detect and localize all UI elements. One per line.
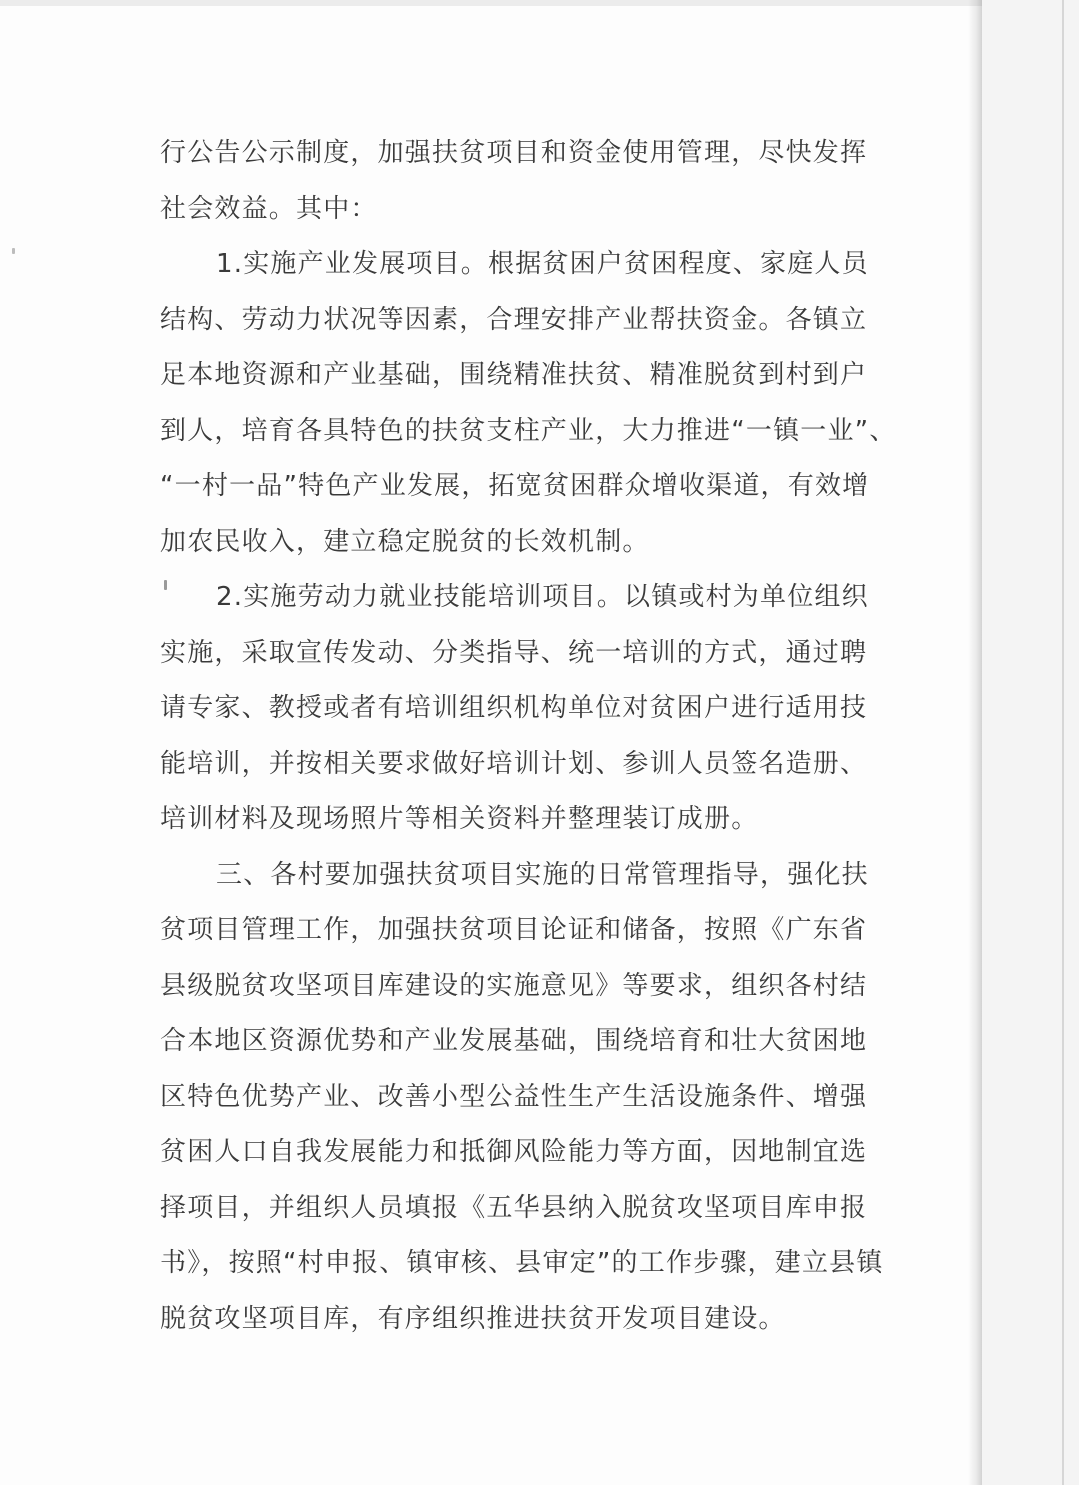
text-line: 到人，培育各具特色的扶贫支柱产业，大力推进“一镇一业”、 xyxy=(160,415,897,446)
text-line: 县级脱贫攻坚项目库建设的实施意见》等要求，组织各村结 xyxy=(160,970,868,1001)
scan-speck xyxy=(12,248,15,254)
text-line: 加农民收入，建立稳定脱贫的长效机制。 xyxy=(160,526,650,557)
text-line-section-3-heading: 三、各村要加强扶贫项目实施的日常管理指导，强化扶 xyxy=(216,859,869,890)
text-line: 脱贫攻坚项目库，有序组织推进扶贫开发项目建设。 xyxy=(160,1303,786,1334)
text-line-item-1-heading: 1.实施产业发展项目。根据贫困户贫困程度、家庭人员 xyxy=(216,249,869,279)
text-line: 足本地资源和产业基础，围绕精准扶贫、精准脱贫到村到户 xyxy=(160,360,868,390)
text-line: 贫困人口自我发展能力和抵御风险能力等方面，因地制宜选 xyxy=(160,1137,868,1167)
text-line: 行公告公示制度，加强扶贫项目和资金使用管理，尽快发挥 xyxy=(160,138,868,168)
text-line: “一村一品”特色产业发展，拓宽贫困群众增收渠道，有效增 xyxy=(160,471,870,501)
text-line: 书》，按照“村申报、镇审核、县审定”的工作步骤，建立县镇 xyxy=(160,1248,884,1278)
text-line: 区特色优势产业、改善小型公益性生产生活设施条件、增强 xyxy=(160,1081,868,1112)
text-line: 择项目，并组织人员填报《五华县纳入脱贫攻坚项目库申报 xyxy=(160,1192,868,1223)
text-line: 能培训，并按相关要求做好培训计划、参训人员签名造册、 xyxy=(160,748,868,779)
text-line: 培训材料及现场照片等相关资料并整理装订成册。 xyxy=(160,804,759,834)
page-edge-strip xyxy=(982,0,1079,1485)
text-line-item-2-heading: 2.实施劳动力就业技能培训项目。以镇或村为单位组织 xyxy=(216,582,869,612)
text-line: 贫项目管理工作，加强扶贫项目论证和储备，按照《广东省 xyxy=(160,915,868,945)
text-line: 结构、劳动力状况等因素，合理安排产业帮扶资金。各镇立 xyxy=(160,304,868,335)
text-line: 合本地区资源优势和产业发展基础，围绕培育和壮大贫困地 xyxy=(160,1026,868,1056)
page-edge-shadow xyxy=(968,0,982,1485)
page-edge-line xyxy=(1062,0,1064,1485)
document-body xyxy=(160,126,900,1347)
scan-top-border xyxy=(0,0,1079,6)
text-line: 社会效益。其中： xyxy=(160,193,378,224)
text-line: 请专家、教授或者有培训组织机构单位对贫困户进行适用技 xyxy=(160,693,868,723)
text-line: 实施，采取宣传发动、分类指导、统一培训的方式，通过聘 xyxy=(160,637,868,668)
